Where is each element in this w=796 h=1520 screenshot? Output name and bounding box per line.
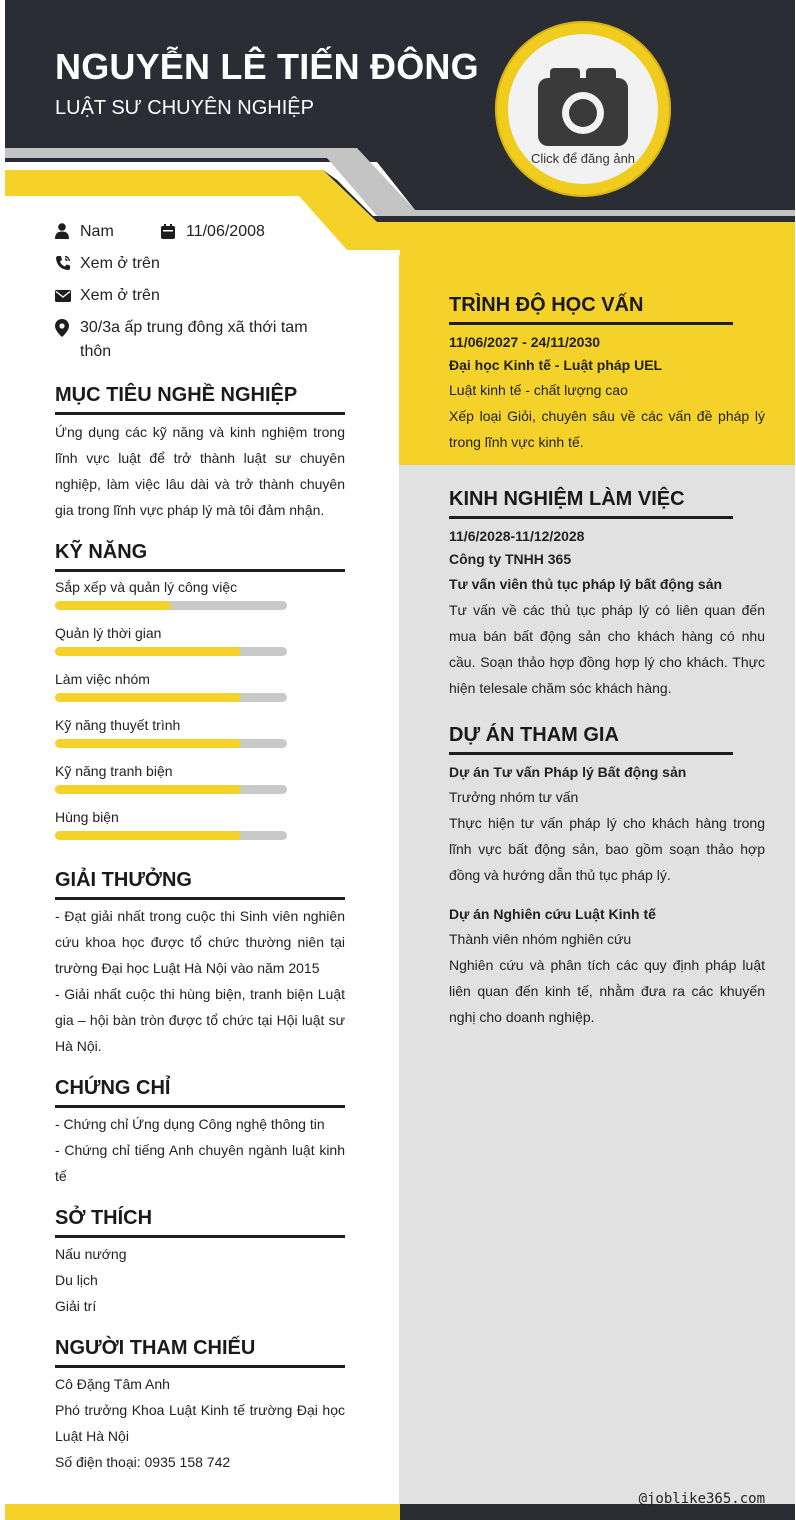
skills-rule bbox=[55, 569, 345, 572]
experience-role: Tư vấn viên thủ tục pháp lý bất động sản bbox=[449, 576, 723, 592]
hobby-item: Nấu nướng bbox=[55, 1246, 127, 1262]
hobby-item: Giải trí bbox=[55, 1298, 97, 1314]
project-name: Dự án Tư vấn Pháp lý Bất động sản bbox=[449, 764, 687, 780]
education-period: 11/06/2027 - 24/11/2030 bbox=[449, 334, 601, 350]
reference-phone: Số điện thoại: 0935 158 742 bbox=[55, 1454, 231, 1470]
awards-rule bbox=[55, 897, 345, 900]
skill-level-fill bbox=[55, 739, 241, 748]
references-rule bbox=[55, 1365, 345, 1368]
skill-label: Kỹ năng thuyết trình bbox=[55, 717, 181, 733]
education-school: Đại học Kinh tế - Luật pháp UEL bbox=[449, 357, 663, 373]
skill-level-bar bbox=[55, 647, 287, 656]
education-description: Xếp loại Giỏi, chuyên sâu về các vấn đề pháp lý trong lĩnh vực kinh tế. bbox=[449, 408, 765, 450]
address-line-1: 30/3a ấp trung đông xã thới tam bbox=[80, 319, 308, 336]
skill-level-fill bbox=[55, 601, 171, 610]
skill-label: Làm việc nhóm bbox=[55, 671, 150, 687]
experience-company: Công ty TNHH 365 bbox=[449, 551, 572, 567]
contact-phone bbox=[55, 252, 315, 276]
resume-page bbox=[5, 0, 795, 1520]
skill-label: Kỹ năng tranh biện bbox=[55, 763, 173, 779]
education-heading: TRÌNH ĐỘ HỌC VẤN bbox=[449, 294, 644, 316]
contact-email bbox=[55, 284, 315, 308]
photo-caption[interactable]: Click để đăng ảnh bbox=[530, 151, 636, 166]
references-heading: NGƯỜI THAM CHIẾU bbox=[55, 1337, 256, 1359]
candidate-title: LUẬT SƯ CHUYÊN NGHIỆP bbox=[55, 97, 314, 119]
skill-level-bar bbox=[55, 831, 287, 840]
envelope-icon bbox=[55, 290, 71, 302]
skill-level-bar bbox=[55, 601, 287, 610]
hobbies-heading: SỞ THÍCH bbox=[55, 1207, 153, 1229]
profile-photo-upload[interactable] bbox=[495, 21, 671, 197]
project-description: Nghiên cứu và phân tích các quy định pháp luật liên quan đến kinh tế, nhằm đưa ra các khuyến nghị cho doanh nghiệp. bbox=[449, 957, 765, 1025]
skill-level-fill bbox=[55, 785, 241, 794]
address-line-2: thôn bbox=[80, 343, 112, 360]
contact-birthday bbox=[161, 220, 311, 244]
skill-level-bar bbox=[55, 739, 287, 748]
skills-heading: KỸ NĂNG bbox=[55, 541, 148, 563]
objective-text: Ứng dụng các kỹ năng và kinh nghiệm trong lĩnh vực luật để trở thành luật sư chuyên nghiệp, làm việc lâu dài và trở thành chuyên gia trong lĩnh vực pháp lý mà tôi đảm nhận. bbox=[55, 424, 345, 518]
reference-position: Phó trưởng Khoa Luật Kinh tế trường Đại học Luật Hà Nội bbox=[55, 1402, 345, 1444]
objective-rule bbox=[55, 412, 345, 415]
experience-description: Tư vấn về các thủ tục pháp lý có liên quan đến mua bán bất động sản cho khách hàng có nhu cầu. Soạn thảo hợp đồng hợp lý cho khách. Thực hiện telesale chăm sóc khách hàng. bbox=[449, 602, 765, 696]
skill-level-fill bbox=[55, 647, 241, 656]
education-rule bbox=[449, 322, 733, 325]
location-pin-icon bbox=[55, 319, 69, 337]
phone-icon bbox=[55, 255, 71, 271]
project-name: Dự án Nghiên cứu Luật Kinh tế bbox=[449, 906, 656, 922]
experience-heading: KINH NGHIỆM LÀM VIỆC bbox=[449, 488, 685, 510]
hobby-item: Du lịch bbox=[55, 1272, 98, 1288]
birthday-value: 11/06/2008 bbox=[186, 223, 265, 240]
skill-label: Sắp xếp và quản lý công việc bbox=[55, 579, 238, 595]
experience-period: 11/6/2028-11/12/2028 bbox=[449, 528, 585, 544]
certificates-rule bbox=[55, 1105, 345, 1108]
certificate-item-2: - Chứng chỉ tiếng Anh chuyên ngành luật kinh tế bbox=[55, 1142, 345, 1184]
photo-placeholder[interactable] bbox=[508, 34, 658, 184]
project-description: Thực hiện tư vấn pháp lý cho khách hàng trong lĩnh vực bất động sản, bao gồm soạn thảo hợp đồng và hướng dẫn thủ tục pháp lý. bbox=[449, 815, 765, 883]
awards-heading: GIẢI THƯỞNG bbox=[55, 869, 192, 891]
education-major: Luật kinh tế - chất lượng cao bbox=[449, 382, 628, 398]
phone-value: Xem ở trên bbox=[80, 255, 160, 272]
hobbies-rule bbox=[55, 1235, 345, 1238]
email-value: Xem ở trên bbox=[80, 287, 160, 304]
contact-gender bbox=[55, 220, 165, 244]
skill-level-fill bbox=[55, 693, 241, 702]
person-icon bbox=[55, 223, 69, 239]
gender-value: Nam bbox=[80, 223, 114, 240]
projects-heading: DỰ ÁN THAM GIA bbox=[449, 724, 619, 746]
project-role: Thành viên nhóm nghiên cứu bbox=[449, 931, 632, 947]
contact-address bbox=[55, 316, 345, 366]
skill-level-bar bbox=[55, 693, 287, 702]
projects-rule bbox=[449, 752, 733, 755]
candidate-name: NGUYỄN LÊ TIẾN ĐÔNG bbox=[55, 46, 479, 87]
project-role: Trưởng nhóm tư vấn bbox=[449, 789, 579, 805]
reference-name: Cô Đặng Tâm Anh bbox=[55, 1376, 170, 1392]
certificates-heading: CHỨNG CHỈ bbox=[55, 1077, 171, 1099]
award-item-2: - Giải nhất cuộc thi hùng biện, tranh biện Luật gia – hội bàn tròn được tổ chức tại Hội luật sư Hà Nội. bbox=[55, 986, 345, 1054]
calendar-icon bbox=[161, 224, 175, 239]
skill-label: Hùng biện bbox=[55, 809, 119, 825]
footer-bar-left bbox=[5, 1504, 400, 1520]
skill-level-fill bbox=[55, 831, 241, 840]
site-watermark: @joblike365.com bbox=[638, 1491, 765, 1507]
award-item-1: - Đạt giải nhất trong cuộc thi Sinh viên nghiên cứu khoa học được tổ chức thường niên tại trường Đại học Luật Hà Nội vào năm 2015 bbox=[55, 908, 345, 976]
objective-heading: MỤC TIÊU NGHỀ NGHIỆP bbox=[55, 384, 298, 406]
experience-rule bbox=[449, 516, 733, 519]
skill-level-bar bbox=[55, 785, 287, 794]
certificate-item-1: - Chứng chỉ Ứng dụng Công nghệ thông tin bbox=[55, 1116, 325, 1132]
skill-label: Quản lý thời gian bbox=[55, 625, 162, 641]
